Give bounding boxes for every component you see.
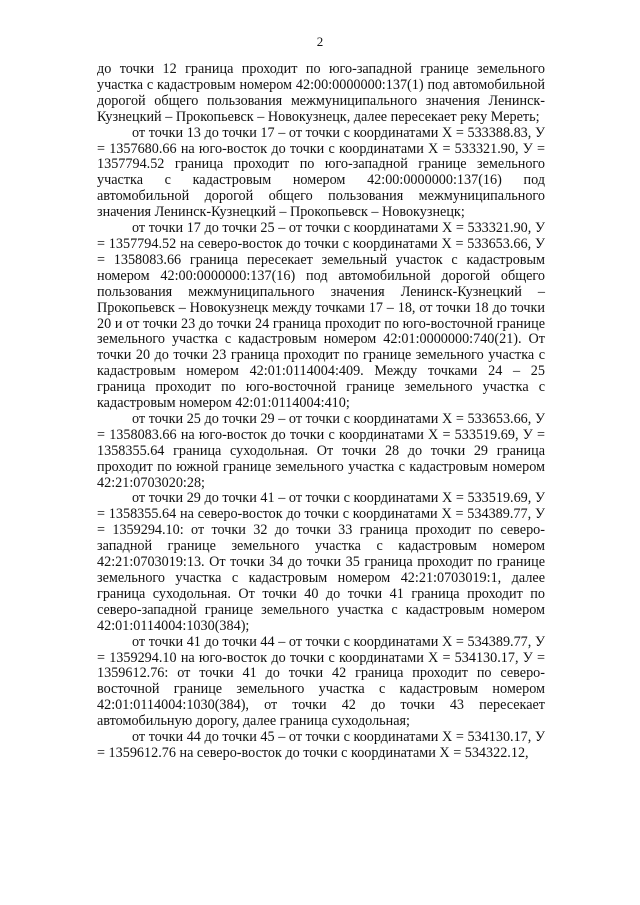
- paragraph-6: от точки 41 до точки 44 – от точки с координатами Х = 534389.77, У = 1359294.10 на юго-восток до точки с координатами Х = 534130.17, У = 1359612.76: от точки 41 до точки 42 граница проходит по северо-восточной границе земельного участка с кадастровым номером 42:01:0114004:1030(384), от точки 42 до точки 43 пересекает автомобильную дорогу, далее граница суходольная;: [97, 633, 545, 730]
- paragraph-4: от точки 25 до точки 29 – от точки с координатами Х = 533653.66, У = 1358083.66 на юго-восток до точки с координатами Х = 533519.69, У = 1358355.64 граница суходольная. От точки 28 до точки 29 граница проходит по южной границе земельного участка с кадастровым номером 42:21:0703020:28;: [97, 410, 545, 491]
- document-body: [97, 62, 545, 762]
- paragraph-5: от точки 29 до точки 41 – от точки с координатами Х = 533519.69, У = 1358355.64 на северо-восток до точки с координатами Х = 534389.77, У = 1359294.10: от точки 32 до точки 33 граница проходит по северо-западной границе земельного участка с кадастровым номером 42:21:0703019:13. От точки 34 до точки 35 граница проходит по границе земельного участка с кадастровым номером 42:21:0703019:1, далее граница суходольная. От точки 40 до точки 41 граница проходит по северо-западной границе земельного участка с кадастровым номером 42:01:0114004:1030(384);: [97, 490, 545, 634]
- paragraph-7: от точки 44 до точки 45 – от точки с координатами Х = 534130.17, У = 1359612.76 на северо-восток до точки с координатами Х = 534322.12,: [97, 729, 545, 761]
- paragraph-3: от точки 17 до точки 25 – от точки с координатами Х = 533321.90, У = 1357794.52 на северо-восток до точки с координатами Х = 533653.66, У = 1358083.66 граница пересекает земельный участок с кадастровым номером 42:00:0000000:137(16) под автомобильной дорогой общего пользования межмуниципального значения Ленинск-Кузнецкий – Прокопьевск – Новокузнецк между точками 17 – 18, от точки 18 до точки 20 и от точки 23 до точки 24 граница проходит по юго-восточной границе земельного участка с кадастровым номером 42:01:0000000:740(21). От точки 20 до точки 23 граница проходит по границе земельного участка с кадастровым номером 42:01:0114004:409. Между точками 24 – 25 граница проходит по юго-восточной границе земельного участка с кадастровым номером 42:01:0114004:410;: [97, 220, 545, 412]
- page-number: 2: [316, 34, 324, 49]
- paragraph-1: до точки 12 граница проходит по юго-западной границе земельного участка с кадастровым номером 42:00:0000000:137(1) под автомобильной дорогой общего пользования межмуниципального значения Ленинск-Кузнецкий – Прокопьевск – Новокузнецк, далее пересекает реку Мереть;: [97, 61, 545, 125]
- paragraph-2: от точки 13 до точки 17 – от точки с координатами Х = 533388.83, У = 1357680.66 на юго-восток до точки с координатами Х = 533321.90, У = 1357794.52 граница проходит по юго-западной границе земельного участка с кадастровым номером 42:00:0000000:137(16) под автомобильной дорогой общего пользования межмуниципального значения Ленинск-Кузнецкий – Прокопьевск – Новокузнецк;: [97, 124, 545, 221]
